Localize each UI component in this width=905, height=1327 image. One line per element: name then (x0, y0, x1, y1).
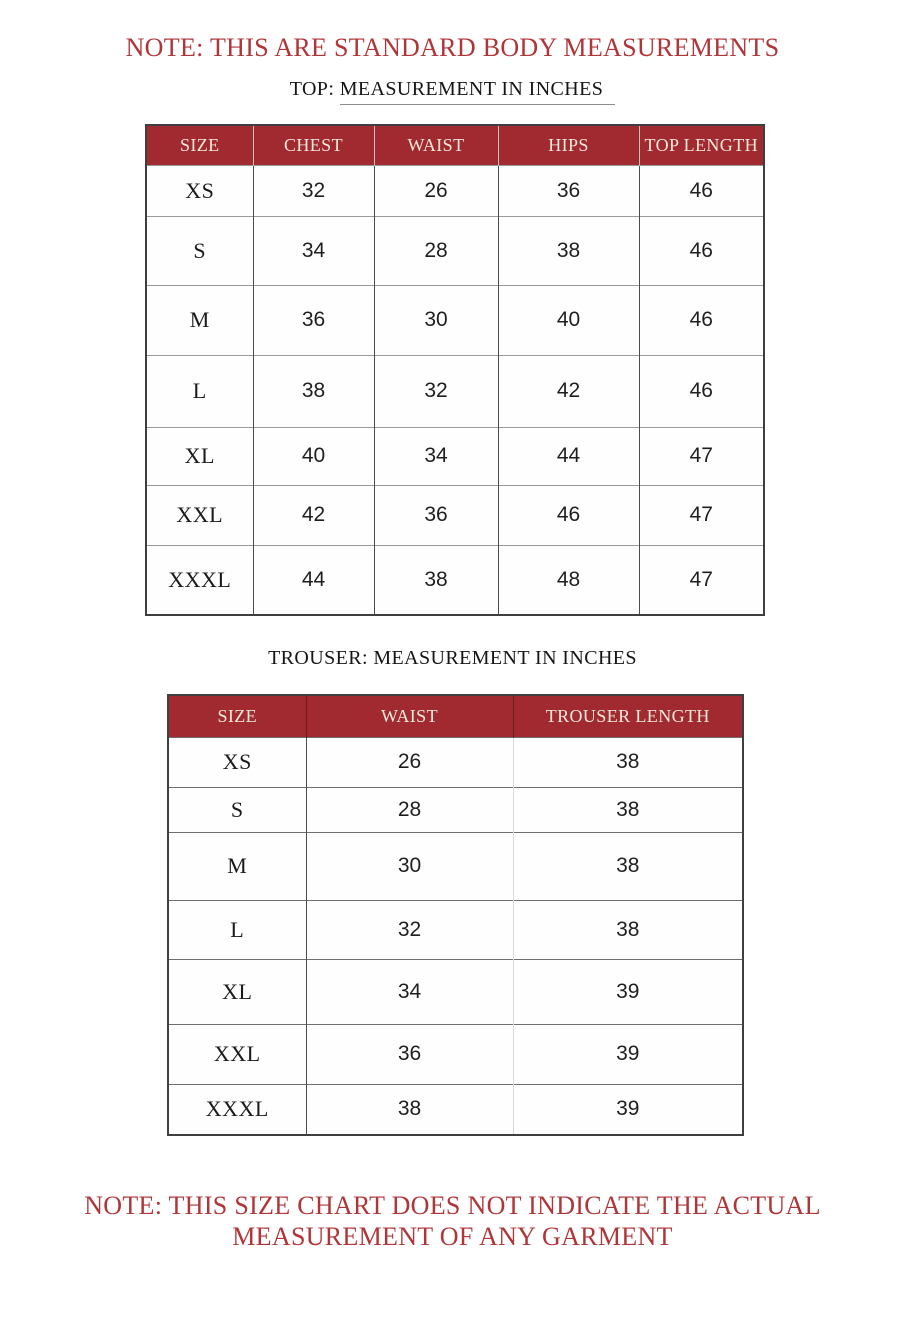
table-row (146, 485, 764, 545)
garment-disclaimer-line1: NOTE: THIS SIZE CHART DOES NOT INDICATE THE ACTUAL (84, 1191, 821, 1221)
garment-disclaimer-note (0, 1190, 905, 1252)
measurement-value-cell: 48 (498, 545, 639, 615)
measurement-value-cell: 46 (639, 355, 764, 427)
measurement-value-cell: 32 (374, 355, 498, 427)
measurement-value-cell: 30 (306, 832, 513, 900)
measurement-value-cell: 36 (498, 165, 639, 216)
size-label-cell: XXL (168, 1024, 306, 1084)
measurement-value-cell: 28 (374, 216, 498, 285)
measurement-value-cell: 39 (513, 1024, 743, 1084)
measurement-value-cell: 40 (253, 427, 374, 485)
table-row (168, 832, 743, 900)
measurement-value-cell: 30 (374, 285, 498, 355)
standard-body-measurements-note: NOTE: THIS ARE STANDARD BODY MEASUREMENTS (125, 33, 780, 62)
measurement-value-cell: 38 (513, 787, 743, 832)
size-label-cell: S (168, 787, 306, 832)
measurement-value-cell: 42 (253, 485, 374, 545)
measurement-value-cell: 32 (253, 165, 374, 216)
size-label-cell: S (146, 216, 253, 285)
measurement-value-cell: 46 (498, 485, 639, 545)
table-row (146, 355, 764, 427)
table-row (146, 427, 764, 485)
table-row (168, 1024, 743, 1084)
top-measurements-table (145, 124, 765, 616)
measurement-value-cell: 39 (513, 1084, 743, 1135)
measurement-value-cell: 36 (374, 485, 498, 545)
size-label-cell: M (146, 285, 253, 355)
measurement-value-cell: 42 (498, 355, 639, 427)
measurement-value-cell: 38 (513, 737, 743, 787)
measurement-value-cell: 46 (639, 165, 764, 216)
column-header: HIPS (498, 125, 639, 165)
table-row (168, 900, 743, 959)
measurement-value-cell: 47 (639, 427, 764, 485)
garment-disclaimer-line2: MEASUREMENT OF ANY GARMENT (232, 1222, 673, 1252)
measurement-value-cell: 34 (374, 427, 498, 485)
measurement-value-cell: 46 (639, 216, 764, 285)
measurement-value-cell: 36 (306, 1024, 513, 1084)
size-label-cell: L (168, 900, 306, 959)
size-label-cell: M (168, 832, 306, 900)
table-row (146, 285, 764, 355)
table-row (168, 1084, 743, 1135)
size-label-cell: XXL (146, 485, 253, 545)
measurement-value-cell: 47 (639, 485, 764, 545)
measurement-value-cell: 38 (374, 545, 498, 615)
measurement-value-cell: 28 (306, 787, 513, 832)
trouser-measurements-table (167, 694, 744, 1136)
table-row (146, 545, 764, 615)
measurement-value-cell: 46 (639, 285, 764, 355)
table-row (168, 737, 743, 787)
size-label-cell: XXXL (168, 1084, 306, 1135)
column-header: TOP LENGTH (639, 125, 764, 165)
measurement-value-cell: 38 (253, 355, 374, 427)
measurement-value-cell: 34 (306, 959, 513, 1024)
column-header: SIZE (168, 695, 306, 737)
table-row (168, 787, 743, 832)
column-header: CHEST (253, 125, 374, 165)
measurement-value-cell: 38 (498, 216, 639, 285)
trouser-table-title: TROUSER: MEASUREMENT IN INCHES (268, 647, 637, 670)
measurement-value-cell: 44 (498, 427, 639, 485)
header-row (168, 695, 743, 737)
measurement-value-cell: 47 (639, 545, 764, 615)
size-chart-page (0, 32, 905, 1253)
top-table-title-prefix: TOP: (289, 78, 340, 101)
table-row (146, 165, 764, 216)
measurement-value-cell: 26 (374, 165, 498, 216)
measurement-value-cell: 26 (306, 737, 513, 787)
size-label-cell: XS (146, 165, 253, 216)
top-table-title (0, 77, 905, 105)
header-row (146, 125, 764, 165)
size-label-cell: XS (168, 737, 306, 787)
measurement-value-cell: 40 (498, 285, 639, 355)
measurement-value-cell: 38 (513, 900, 743, 959)
measurement-value-cell: 44 (253, 545, 374, 615)
measurement-value-cell: 38 (513, 832, 743, 900)
column-header: WAIST (374, 125, 498, 165)
measurement-value-cell: 39 (513, 959, 743, 1024)
table-row (146, 216, 764, 285)
column-header: WAIST (306, 695, 513, 737)
measurement-value-cell: 32 (306, 900, 513, 959)
column-header: TROUSER LENGTH (513, 695, 743, 737)
size-label-cell: XXXL (146, 545, 253, 615)
measurement-value-cell: 34 (253, 216, 374, 285)
measurement-value-cell: 38 (306, 1084, 513, 1135)
size-label-cell: XL (168, 959, 306, 1024)
table-row (168, 959, 743, 1024)
size-label-cell: XL (146, 427, 253, 485)
column-header: SIZE (146, 125, 253, 165)
measurement-value-cell: 36 (253, 285, 374, 355)
size-label-cell: L (146, 355, 253, 427)
top-table-title-underlined: MEASUREMENT IN INCHES (340, 77, 616, 105)
